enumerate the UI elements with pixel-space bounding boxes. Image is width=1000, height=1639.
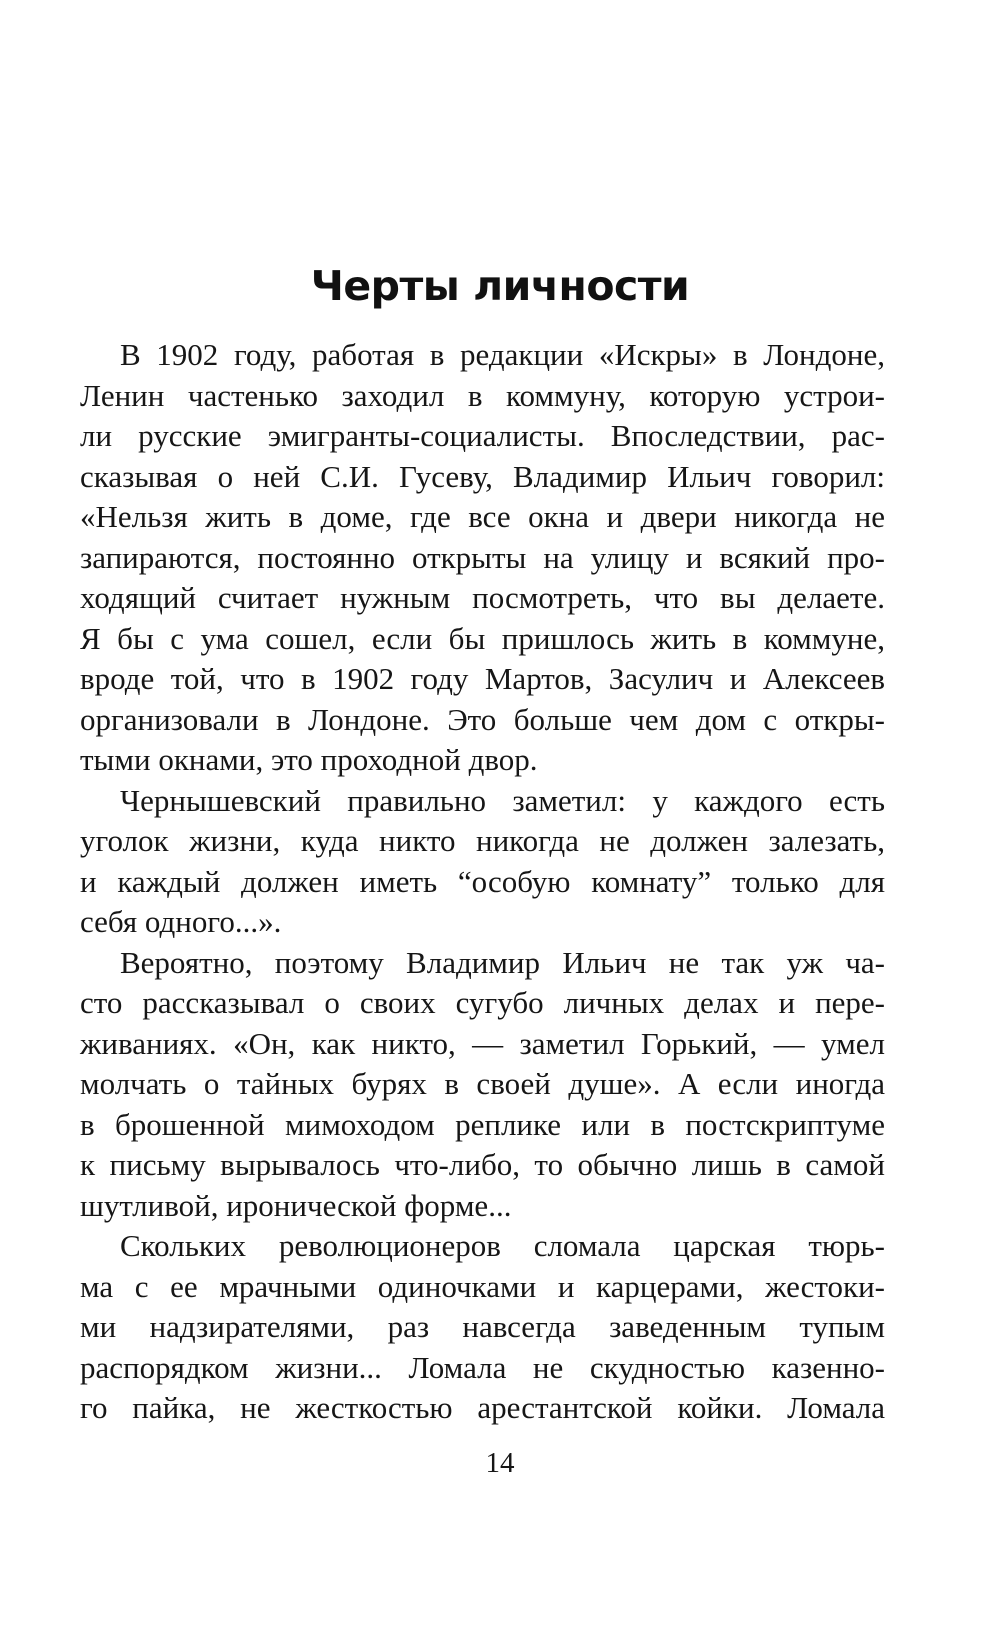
text-line: Чернышевский правильно заметил: у каждого есть [120, 782, 885, 818]
text-line: запираются, постоянно открыты на улицу и всякий про- [80, 539, 885, 575]
text-line: шутливой, иронической форме... [80, 1187, 512, 1223]
text-line: ли русские эмигранты-социалисты. Впоследствии, рас- [80, 418, 885, 453]
text-line: к письму вырывалось что-либо, то обычно лишь в самой [80, 1147, 885, 1182]
text-line: Ленин частенько заходил в коммуну, которую устрои- [80, 377, 885, 413]
text-line: тыми окнами, это проходной двор. [80, 742, 538, 777]
body-text [80, 335, 885, 1429]
text-line: Вероятно, поэтому Владимир Ильич не так уж ча- [120, 944, 885, 980]
chapter-title: Черты личности [310, 262, 690, 310]
text-line: в брошенной мимоходом реплике или в постскриптуме [80, 1106, 885, 1142]
text-line: и каждый должен иметь “особую комнату” только для [80, 863, 885, 899]
text-line: ма с ее мрачными одиночками и карцерами, жестоки- [80, 1268, 885, 1304]
text-line: распорядком жизни... Ломала не скудностью казенно- [80, 1349, 885, 1385]
paragraph [80, 335, 885, 781]
text-line: сто рассказывал о своих сугубо личных делах и пере- [80, 985, 885, 1020]
text-line: живаниях. «Он, как никто, — заметил Горький, — умел [80, 1025, 885, 1061]
text-line: «Нельзя жить в доме, где все окна и двери никогда не [80, 499, 885, 534]
text-line: организовали в Лондоне. Это больше чем дом с откры- [80, 701, 885, 737]
text-line: ми надзирателями, раз навсегда заведенным тупым [80, 1309, 885, 1344]
text-line: Скольких революционеров сломала царская тюрь- [120, 1228, 885, 1263]
text-line: го пайка, не жесткостью арестантской койки. Ломала [80, 1390, 885, 1425]
paragraph [80, 1226, 885, 1429]
text-line: молчать о тайных бурях в своей душе». А если иногда [80, 1066, 885, 1101]
paragraph [80, 943, 885, 1227]
text-line: себя одного...». [80, 904, 282, 939]
text-line: В 1902 году, работая в редакции «Искры» в Лондоне, [120, 337, 885, 372]
text-line: вроде той, что в 1902 году Мартов, Засулич и Алексеев [80, 661, 885, 696]
text-line: уголок жизни, куда никто никогда не должен залезать, [80, 823, 885, 858]
page-number: 14 [485, 1447, 515, 1479]
text-line: сказывая о ней С.И. Гусеву, Владимир Ильич говорил: [80, 458, 885, 494]
text-line: ходящий считает нужным посмотреть, что вы делаете. [80, 580, 885, 615]
paragraph [80, 781, 885, 943]
text-line: Я бы с ума сошел, если бы пришлось жить в коммуне, [80, 620, 885, 656]
